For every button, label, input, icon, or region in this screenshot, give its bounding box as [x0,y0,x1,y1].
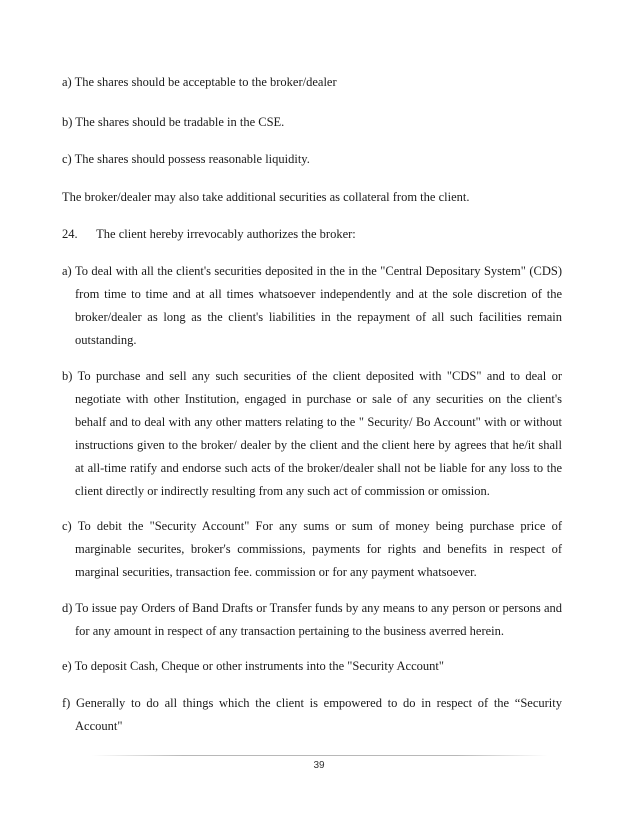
authorization-c-line-1: c) To debit the "Security Account" For any sums or sum of money being purchase price of [62,519,562,533]
condition-a: a) The shares should be acceptable to the broker/dealer [62,75,337,89]
authorization-a-line-3: broker/dealer as long as the client's liabilities in the repayment of all such facilities remain [75,310,562,324]
condition-b: b) The shares should be tradable in the CSE. [62,115,285,129]
authorization-b-line-4: instructions given to the broker/ dealer by the client and the client here by agrees that he/it shall [75,438,562,452]
authorization-d-line-2: for any amount in respect of any transaction pertaining to the business averred herein. [75,624,505,638]
condition-c: c) The shares should possess reasonable liquidity. [62,152,310,166]
authorization-b-line-2: negotiate with other Institution, engaged in purchase or sale of any securities on the client's [75,392,562,406]
authorization-d-line-1: d) To issue pay Orders of Band Drafts or Transfer funds by any means to any person or persons and [62,601,562,615]
authorization-f-line-1: f) Generally to do all things which the client is empowered to do in respect of the “Security [62,696,562,710]
authorization-b-line-5: at all-time ratify and endorse such acts of the broker/dealer shall not be liable for any loss to the [75,461,562,475]
authorization-b-line-6: client directly or indirectly resulting from any such act of commission or omission. [75,484,490,498]
collateral-note: The broker/dealer may also take additional securities as collateral from the client. [62,190,470,204]
clause-24-heading: 24. The client hereby irrevocably authorizes the broker: [62,227,356,241]
authorization-a-line-1: a) To deal with all the client's securities deposited in the in the "Central Depositary System" (CDS) [62,264,562,278]
authorization-e-line-1: e) To deposit Cash, Cheque or other instruments into the "Security Account" [62,659,444,673]
authorization-a-line-4: outstanding. [75,333,137,347]
footer-divider [92,755,548,756]
authorization-a-line-2: from time to time and at all times whatsoever independently and at the sole discretion of the [75,287,562,301]
authorization-f-line-2: Account" [75,719,123,733]
authorization-b-line-3: behalf and to deal with any other matters relating to the " Security/ Bo Account" with or without [75,415,562,429]
page-number: 39 [313,760,325,771]
authorization-c-line-2: marginable securites, broker's commissions, payments for rights and benefits in respect of [75,542,562,556]
authorization-b-line-1: b) To purchase and sell any such securities of the client deposited with "CDS" and to deal or [62,369,562,383]
authorization-c-line-3: marginal securities, transaction fee. commission or for any payment whatsoever. [75,565,477,579]
